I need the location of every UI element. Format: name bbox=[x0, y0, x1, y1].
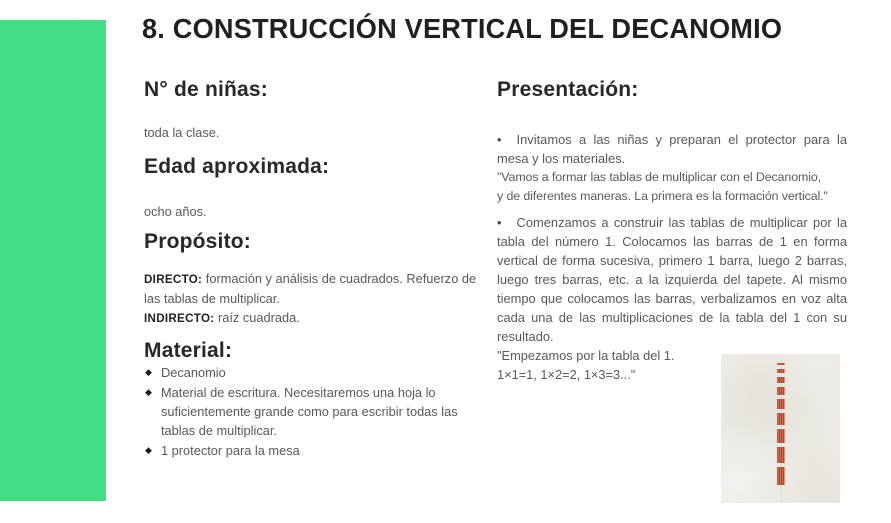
material-list bbox=[144, 363, 484, 460]
bead-bar bbox=[776, 441, 784, 443]
bead-bar bbox=[776, 381, 784, 383]
dot-bullet-icon: • bbox=[497, 215, 502, 230]
material-item-text: 1 protector para la mesa bbox=[161, 443, 300, 458]
text-numero-ninas: toda la clase. bbox=[144, 125, 220, 140]
material-item-text: Decanomio bbox=[161, 365, 226, 380]
teacher-quote-1 bbox=[497, 168, 847, 205]
quote-2-line-2: 1×1=1, 1×2=2, 1×3=3..." bbox=[497, 367, 636, 382]
bead-group bbox=[776, 399, 784, 409]
heading-numero-ninas: N° de niñas: bbox=[144, 78, 268, 101]
bead-group bbox=[776, 413, 784, 425]
bead-group bbox=[776, 429, 784, 443]
bead-group bbox=[776, 363, 784, 365]
bead-bar bbox=[776, 393, 784, 395]
material-list-item bbox=[144, 441, 484, 460]
material-list-item bbox=[144, 383, 484, 440]
bead-bar bbox=[776, 371, 784, 373]
bead-bar bbox=[776, 483, 784, 485]
bead-bar bbox=[776, 423, 784, 425]
diamond-bullet-icon: ◆ bbox=[145, 367, 152, 377]
bead-bars-photo bbox=[721, 354, 840, 503]
right-column bbox=[497, 78, 847, 384]
diamond-bullet-icon: ◆ bbox=[145, 445, 152, 455]
bead-group bbox=[776, 467, 784, 485]
label-indirecto: INDIRECTO: bbox=[144, 312, 215, 325]
step-2-text: Comenzamos a construir las tablas de multiplicar por la tabla del número 1. Colocamos las barras de 1 en forma vertical de forma sucesiva, primero 1 barra, luego 2 barras, luego tres barras, etc. a la izquierda del tapete. Al mismo tiempo que colocamos las barras, verbalizamos en voz alta cada una de las multiplicaciones de la tabla del 1 con su resultado. bbox=[497, 215, 847, 344]
bead-group bbox=[776, 369, 784, 373]
heading-edad-aproximada: Edad aproximada: bbox=[144, 155, 330, 178]
left-column bbox=[144, 78, 484, 461]
photo-bead-column bbox=[776, 363, 784, 485]
text-edad-aproximada: ocho años. bbox=[144, 204, 207, 219]
label-directo: DIRECTO: bbox=[144, 273, 203, 286]
quote-1-line-2: y de diferentes maneras. La primera es la formación vertical." bbox=[497, 188, 828, 203]
diamond-bullet-icon: ◆ bbox=[145, 387, 152, 397]
teacher-quote-2 bbox=[497, 346, 722, 384]
green-accent-bar bbox=[0, 20, 106, 501]
bead-bar bbox=[776, 461, 784, 463]
heading-proposito: Propósito: bbox=[144, 230, 251, 253]
material-list-item bbox=[144, 363, 484, 382]
text-proposito-indirecto bbox=[144, 308, 484, 328]
heading-material: Material: bbox=[144, 339, 233, 362]
dot-bullet-icon: • bbox=[497, 132, 502, 147]
heading-presentacion: Presentación: bbox=[497, 78, 639, 101]
bead-bar bbox=[776, 363, 784, 365]
text-proposito-directo bbox=[144, 269, 484, 308]
bead-group bbox=[776, 377, 784, 383]
material-item-text: Material de escritura. Necesitaremos una hoja lo suficientemente grande como para escribir todas las tablas de multiplicar. bbox=[161, 385, 458, 438]
quote-1-line-1: "Vamos a formar las tablas de multiplicar con el Decanomio, bbox=[497, 170, 822, 184]
step-1-text: Invitamos a las niñas y preparan el protector para la mesa y los materiales. bbox=[497, 132, 847, 166]
bead-group bbox=[776, 387, 784, 395]
bead-bar bbox=[776, 407, 784, 409]
text-indirecto: raíz cuadrada. bbox=[217, 310, 300, 325]
bead-group bbox=[776, 447, 784, 463]
presentation-step-1 bbox=[497, 130, 847, 168]
text-directo: formación y análisis de cuadrados. Refuerzo de las tablas de multiplicar. bbox=[144, 271, 477, 306]
presentation-step-2 bbox=[497, 213, 847, 346]
quote-2-line-1: "Empezamos por la tabla del 1. bbox=[497, 348, 675, 363]
page-title: 8. CONSTRUCCIÓN VERTICAL DEL DECANOMIO bbox=[142, 13, 783, 44]
